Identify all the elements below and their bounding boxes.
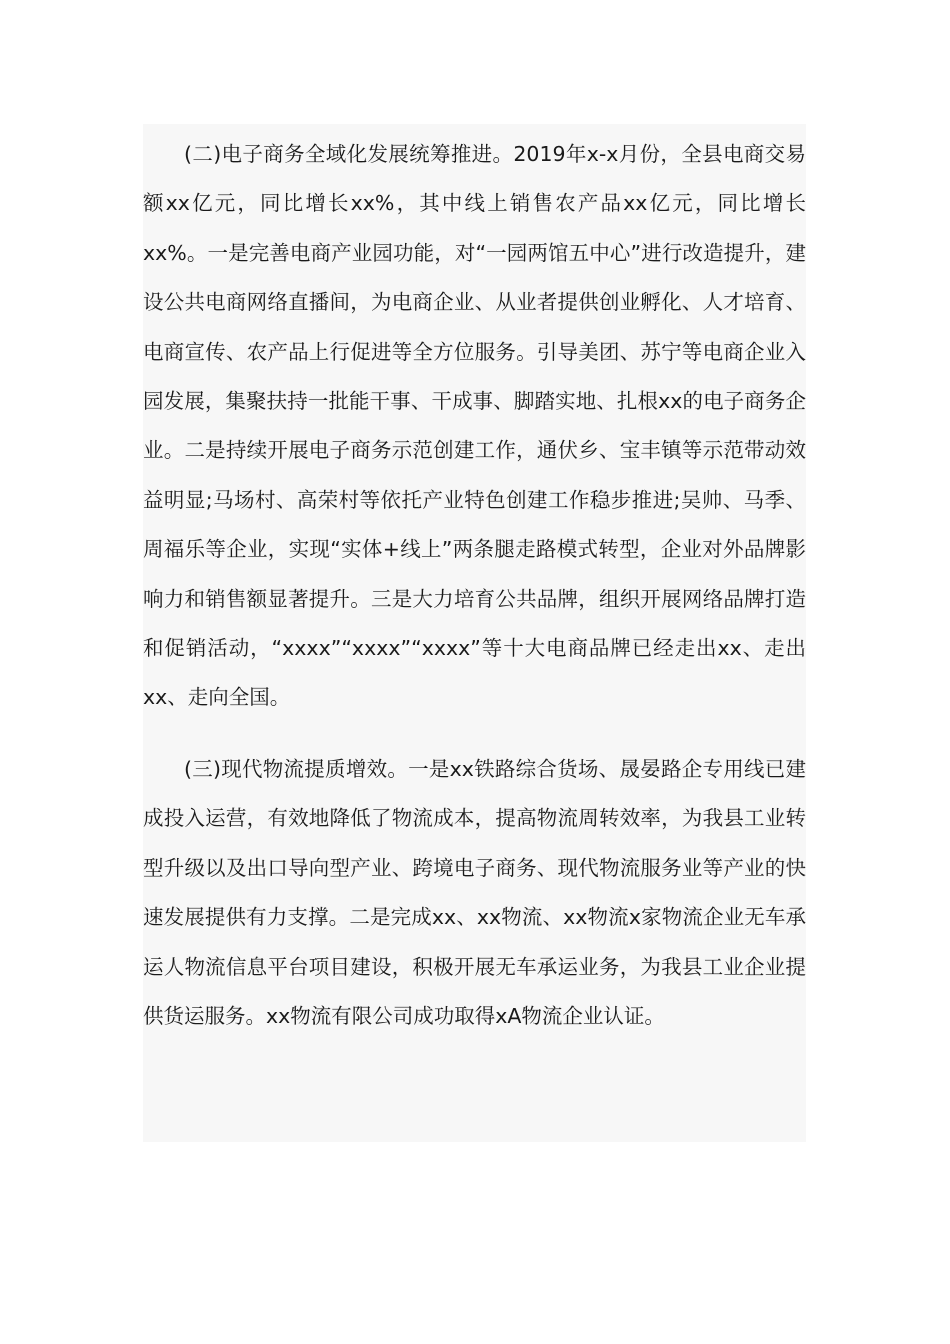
paragraph-ecommerce: (二)电子商务全域化发展统筹推进。2019年x-x月份，全县电商交易额xx亿元，同比增长xx%，其中线上销售农产品xx亿元，同比增长xx%。一是完善电商产业园功能，对“一园两馆五中心”进行改造提升，建设公共电商网络直播间，为电商企业、从业者提供创业孵化、人才培育、电商宣传、农产品上行促进等全方位服务。引导美团、苏宁等电商企业入园发展，集聚扶持一批能干事、干成事、脚踏实地、扎根xx的电子商务企业。二是持续开展电子商务示范创建工作，通伏乡、宝丰镇等示范带动效益明显;马场村、高荣村等依托产业特色创建工作稳步推进;吴帅、马季、周福乐等企业，实现“实体+线上”两条腿走路模式转型，企业对外品牌影响力和销售额显著提升。三是大力培育公共品牌，组织开展网络品牌打造和促销活动，“xxxx”“xxxx”“xxxx”等十大电商品牌已经走出xx、走出xx、走向全国。 <box>143 142 806 710</box>
paragraph-logistics: (三)现代物流提质增效。一是xx铁路综合货场、晟晏路企专用线已建成投入运营，有效地降低了物流成本，提高物流周转效率，为我县工业转型升级以及出口导向型产业、跨境电子商务、现代物流服务业等产业的快速发展提供有力支撑。二是完成xx、xx物流、xx物流x家物流企业无车承运人物流信息平台项目建设，积极开展无车承运业务，为我县工业企业提供货运服务。xx物流有限公司成功取得xA物流企业认证。 <box>143 756 806 1028</box>
document-text-block <box>143 124 806 1142</box>
